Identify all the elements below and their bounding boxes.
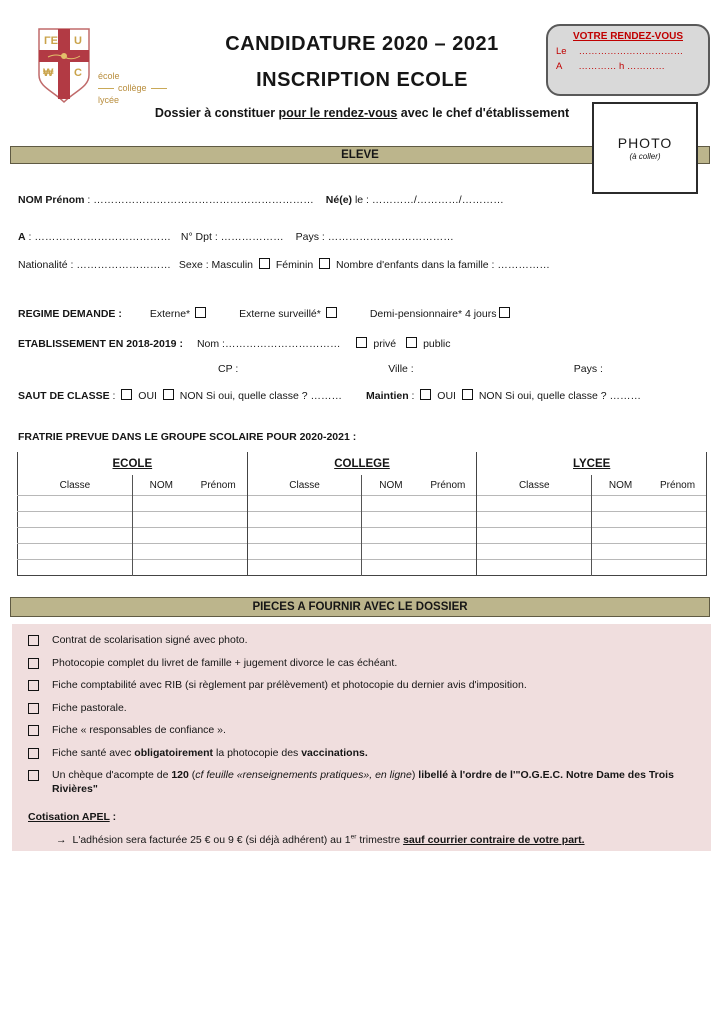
field-line-regime-demande: REGIME DEMANDE : Externe* Externe surveillé* Demi-pensionnaire* 4 jours <box>18 307 513 320</box>
pieces-checklist-panel <box>12 624 711 851</box>
fratrie-empty-cell <box>362 560 477 576</box>
svg-text:₩: ₩ <box>43 67 54 79</box>
photo-box <box>592 102 698 194</box>
fratrie-empty-cell <box>592 528 707 544</box>
fratrie-empty-cell <box>132 496 247 512</box>
section-bar-eleve: ELEVE <box>10 146 710 164</box>
fratrie-empty-row <box>18 544 707 560</box>
fratrie-empty-cell <box>477 512 592 528</box>
fratrie-empty-cell <box>362 496 477 512</box>
fratrie-empty-cell <box>132 544 247 560</box>
fratrie-empty-cell <box>247 512 362 528</box>
fratrie-table <box>17 452 707 576</box>
page-title: CANDIDATURE 2020 – 2021 <box>225 33 499 55</box>
checkbox-icon <box>163 389 174 400</box>
checkbox-icon <box>121 389 132 400</box>
instruction-line: Dossier à constituer pour le rendez-vous avec le chef d'établissement <box>154 106 570 120</box>
fratrie-empty-cell <box>362 528 477 544</box>
rendezvous-time-line: A ………… h ………… <box>556 61 665 72</box>
checkbox-icon <box>28 680 39 691</box>
fratrie-col-header-row <box>18 475 707 496</box>
field-line-etablissement: ETABLISSEMENT EN 2018-2019 : Nom :…………………………… privé public <box>18 338 451 350</box>
fratrie-col-classe: Classe <box>477 475 592 496</box>
checklist-item <box>26 769 699 796</box>
field-line-cp-ville-pays: CP : Ville : Pays : <box>218 363 603 375</box>
fratrie-empty-cell <box>247 544 362 560</box>
apel-item-text: L'adhésion sera facturée 25 € ou 9 € (si déjà adhérent) au 1er trimestre sauf courrier contraire de votre part. <box>72 833 585 846</box>
checkbox-icon <box>28 725 39 736</box>
fratrie-empty-cell <box>247 496 362 512</box>
apel-item <box>26 833 699 846</box>
checklist-item-text: Contrat de scolarisation signé avec photo. <box>52 634 248 646</box>
checklist-item-text: Fiche pastorale. <box>52 701 127 714</box>
checkbox-icon <box>259 258 270 269</box>
checkbox-icon <box>499 307 510 318</box>
checkbox-icon <box>28 748 39 759</box>
checkbox-icon <box>406 337 417 348</box>
fratrie-empty-cell <box>247 528 362 544</box>
arrow-bullet-icon: → <box>56 833 67 846</box>
checklist-item <box>26 702 699 716</box>
photo-label: PHOTO <box>617 135 673 151</box>
rendezvous-date-line: Le …………………………… <box>556 46 684 57</box>
checkbox-icon <box>28 770 39 781</box>
logo-level-lycee: lycée <box>98 95 120 105</box>
fratrie-empty-cell <box>132 560 247 576</box>
page-subtitle: INSCRIPTION ECOLE <box>256 69 468 91</box>
fratrie-empty-row <box>18 512 707 528</box>
fratrie-empty-cell <box>18 560 133 576</box>
checkbox-icon <box>28 635 39 646</box>
field-line-nationalite-sexe: Nationalité : ……………………… Sexe : Masculin Féminin Nombre d'enfants dans la famille : …………… <box>18 259 550 271</box>
checklist-item-text: Fiche « responsables de confiance ». <box>52 724 226 736</box>
svg-text:C: C <box>74 67 82 79</box>
rendezvous-box <box>546 24 710 96</box>
fratrie-empty-cell <box>18 528 133 544</box>
fratrie-group-header: COLLEGE <box>247 452 477 475</box>
checklist-item <box>26 657 699 671</box>
fratrie-col-classe: Classe <box>247 475 362 496</box>
fratrie-empty-cell <box>362 512 477 528</box>
fratrie-empty-cell <box>592 512 707 528</box>
fratrie-col-classe: Classe <box>18 475 133 496</box>
checklist-item <box>26 679 699 693</box>
fratrie-empty-cell <box>477 528 592 544</box>
checklist-item <box>26 724 699 738</box>
section-bar-pieces: PIECES A FOURNIR AVEC LE DOSSIER <box>10 597 710 617</box>
fratrie-empty-row <box>18 496 707 512</box>
fratrie-empty-cell <box>132 512 247 528</box>
checklist-item-text: Photocopie complet du livret de famille + jugement divorce le cas échéant. <box>52 656 398 669</box>
fratrie-group-header: ECOLE <box>18 452 248 475</box>
photo-note: (à coller) <box>629 152 661 161</box>
checklist-item <box>26 747 699 761</box>
checkbox-icon <box>28 658 39 669</box>
fratrie-col-noms: NOM Prénom <box>132 475 247 496</box>
fratrie-group-header: LYCEE <box>477 452 707 475</box>
checklist-item-text: Fiche santé avec obligatoirement la photocopie des vaccinations. <box>52 746 368 759</box>
fratrie-empty-cell <box>592 496 707 512</box>
fratrie-empty-cell <box>18 544 133 560</box>
fratrie-title: FRATRIE PREVUE DANS LE GROUPE SCOLAIRE POUR 2020-2021 : <box>18 431 357 443</box>
field-line-nom-prenom: NOM Prénom : ……………………………………………………… Né(e) le : …………/…………/………… <box>18 194 504 206</box>
fratrie-empty-cell <box>362 544 477 560</box>
checklist <box>26 634 699 796</box>
fratrie-col-noms: NOM Prénom <box>362 475 477 496</box>
rendezvous-title: VOTRE RENDEZ-VOUS <box>572 31 683 42</box>
checkbox-icon <box>462 389 473 400</box>
checkbox-icon <box>319 258 330 269</box>
checkbox-icon <box>195 307 206 318</box>
fratrie-col-noms: NOM Prénom <box>592 475 707 496</box>
fratrie-empty-cell <box>18 496 133 512</box>
fratrie-empty-cell <box>477 496 592 512</box>
fratrie-empty-cell <box>477 560 592 576</box>
fratrie-empty-cell <box>592 560 707 576</box>
logo-level-ecole: école <box>98 71 120 81</box>
svg-text:ΓΕ: ΓΕ <box>44 35 58 47</box>
logo-level-college: collège <box>118 83 147 93</box>
field-line-saut-de-classe: SAUT DE CLASSE : OUI NON Si oui, quelle classe ? ……… Maintien : OUI NON Si oui, quelle classe ? ……… <box>18 390 642 402</box>
fratrie-empty-cell <box>18 512 133 528</box>
checklist-item-text: Fiche comptabilité avec RIB (si règlement par prélèvement) et photocopie du dernier avis d'imposition. <box>52 679 527 691</box>
apel-title: Cotisation APEL : <box>28 811 117 823</box>
field-line-adresse: A : ………………………………… N° Dpt : ……………… Pays : ……………………………… <box>18 231 454 243</box>
checkbox-icon <box>420 389 431 400</box>
fratrie-empty-row <box>18 528 707 544</box>
fratrie-group-row <box>18 452 707 475</box>
checklist-item-text: Un chèque d'acompte de 120 (cf feuille «renseignements pratiques», en ligne) libellé à l'ordre de l'"O.G.E.C. Notre Dame des Trois Rivières" <box>52 769 674 795</box>
fratrie-empty-cell <box>247 560 362 576</box>
checkbox-icon <box>326 307 337 318</box>
fratrie-empty-cell <box>132 528 247 544</box>
fratrie-empty-cell <box>592 544 707 560</box>
checklist-item <box>26 634 699 648</box>
svg-text:U: U <box>74 35 82 47</box>
fratrie-empty-cell <box>477 544 592 560</box>
fratrie-empty-row <box>18 560 707 576</box>
checkbox-icon <box>28 703 39 714</box>
checkbox-icon <box>356 337 367 348</box>
